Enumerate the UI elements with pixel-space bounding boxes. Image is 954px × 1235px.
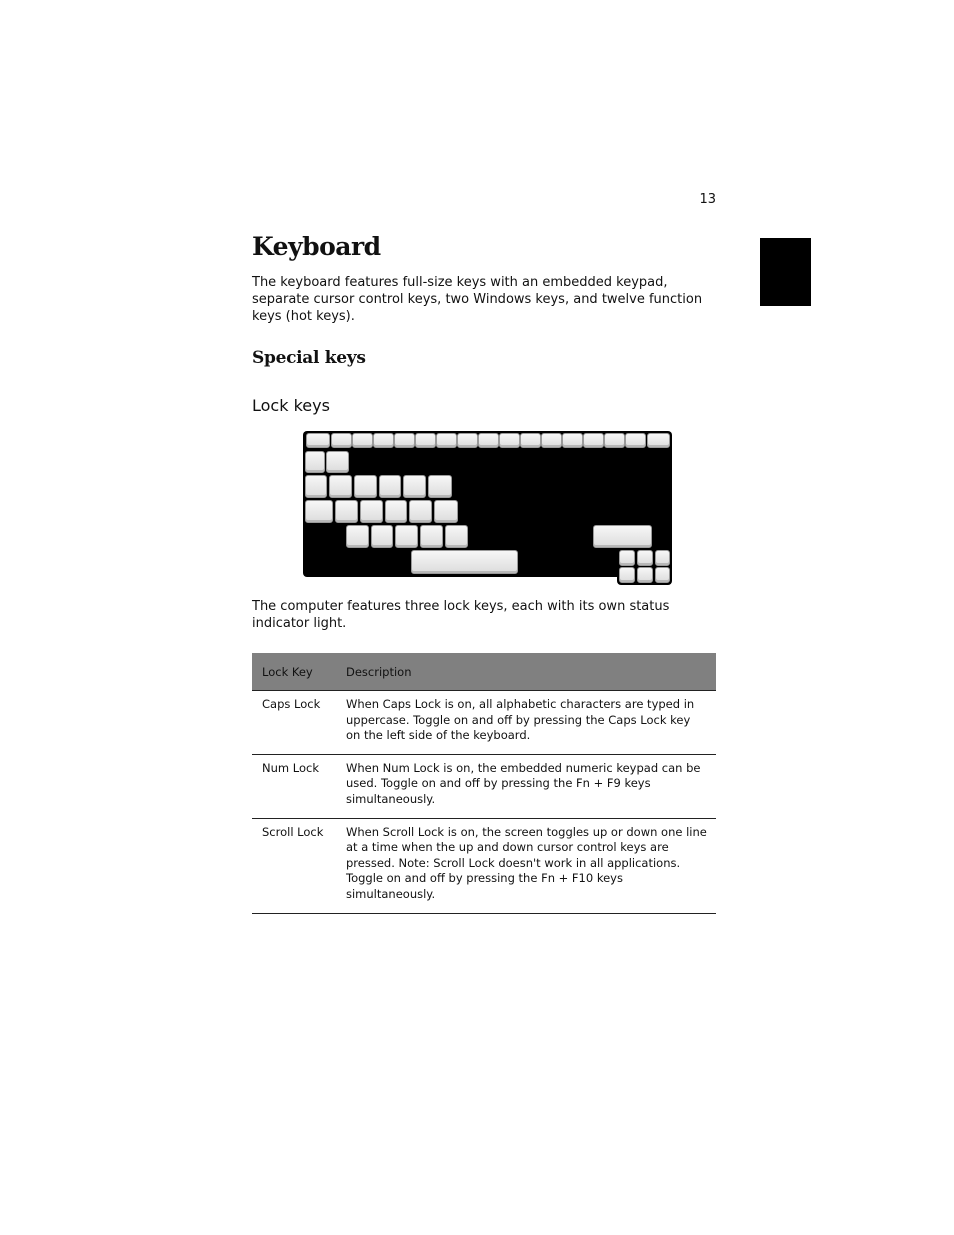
keyboard-key	[562, 433, 583, 448]
keyboard-key	[409, 500, 432, 523]
keyboard-key	[379, 475, 401, 498]
lock-key-name: Num Lock	[252, 754, 336, 818]
keyboard-key	[420, 525, 443, 548]
keyboard-key	[329, 475, 352, 498]
table-row	[252, 691, 716, 755]
keyboard-key	[499, 433, 520, 448]
keyboard-key	[520, 433, 541, 448]
cursor-keys-area	[617, 548, 672, 585]
caps-lock-key	[305, 500, 333, 523]
keyboard-key	[306, 433, 330, 448]
keyboard-key	[385, 500, 407, 523]
table-header-row	[252, 653, 716, 691]
keyboard-key	[619, 550, 635, 566]
table-row	[252, 818, 716, 913]
keyboard-key	[354, 475, 377, 498]
keyboard-key	[415, 433, 436, 448]
keyboard-key	[604, 433, 625, 448]
keyboard-key	[436, 433, 457, 448]
keyboard-key	[593, 525, 652, 548]
section-heading: Special keys	[252, 348, 366, 368]
space-bar-key	[411, 550, 518, 574]
keyboard-key	[457, 433, 478, 448]
keyboard-key	[655, 550, 670, 566]
keyboard-key	[352, 433, 373, 448]
lock-key-description: When Scroll Lock is on, the screen toggles up or down one line at a time when the up and down cursor control keys are pressed. Note: Scroll Lock doesn't work in all applications. Toggle on and off by pressing the Fn + F10 keys simultaneously.	[336, 818, 716, 913]
keyboard-key	[428, 475, 452, 498]
keyboard-key	[395, 525, 418, 548]
keyboard-key	[637, 567, 653, 583]
keyboard-key	[541, 433, 562, 448]
keyboard-key	[647, 433, 670, 448]
lock-key-name: Caps Lock	[252, 691, 336, 755]
intro-paragraph: The keyboard features full-size keys with an embedded keypad, separate cursor control keys, two Windows keys, and twelve function keys (hot keys).	[252, 275, 703, 324]
chapter-tab	[760, 238, 811, 306]
table-row	[252, 754, 716, 818]
keyboard-key	[326, 451, 349, 473]
keyboard-key	[305, 475, 327, 498]
keyboard-key	[360, 500, 383, 523]
keyboard-key	[371, 525, 393, 548]
column-header-description: Description	[336, 653, 716, 691]
page-title: Keyboard	[252, 232, 381, 261]
keyboard-key	[637, 550, 653, 566]
keyboard-key	[373, 433, 394, 448]
lock-keys-table	[252, 653, 716, 914]
keyboard-key	[394, 433, 415, 448]
keyboard-key	[331, 433, 352, 448]
keyboard-key	[434, 500, 458, 523]
keyboard-key	[619, 567, 635, 583]
keyboard-key	[478, 433, 499, 448]
keyboard-key	[583, 433, 604, 448]
lock-key-description: When Num Lock is on, the embedded numeric keypad can be used. Toggle on and off by pressing the Fn + F9 keys simultaneously.	[336, 754, 716, 818]
keyboard-key	[346, 525, 369, 548]
keyboard-key	[445, 525, 468, 548]
page-number: 13	[699, 192, 716, 207]
keyboard-key	[335, 500, 358, 523]
lock-keys-paragraph: The computer features three lock keys, each with its own status indicator light.	[252, 599, 670, 631]
subsection-heading: Lock keys	[252, 396, 330, 415]
keyboard-key	[655, 567, 670, 583]
keyboard-key	[403, 475, 426, 498]
keyboard-key	[305, 451, 325, 473]
lock-key-description: When Caps Lock is on, all alphabetic characters are typed in uppercase. Toggle on and off by pressing the Caps Lock key on the left side of the keyboard.	[336, 691, 716, 755]
keyboard-key	[625, 433, 646, 448]
lock-key-name: Scroll Lock	[252, 818, 336, 913]
column-header-lock-key: Lock Key	[252, 653, 336, 691]
